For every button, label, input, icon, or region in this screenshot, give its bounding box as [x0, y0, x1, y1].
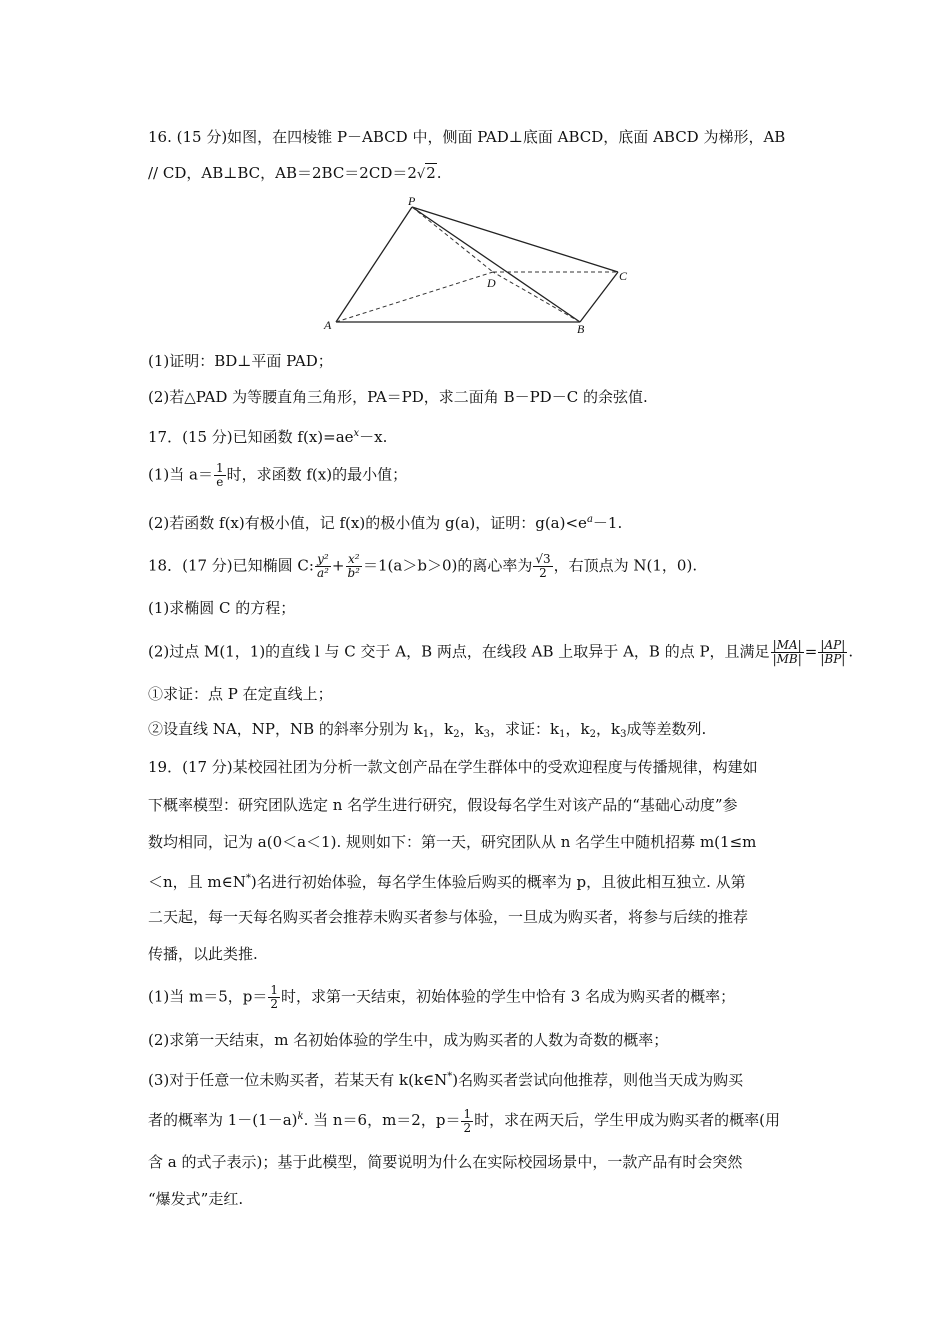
q19-part-3-line-3: 含 a 的式子表示)；基于此模型，简要说明为什么在实际校园场景中，一款产品有时会突然: [148, 1153, 743, 1171]
label-B: B: [577, 322, 585, 336]
label-D: D: [487, 276, 496, 290]
fraction-AP-BP: $\frac{|AP|}{|BP|}$: [820, 638, 846, 666]
fraction-x2-b2: $\frac{\text{x²}}{\text{b²}}$: [347, 552, 360, 580]
q19-part-3-line-2: 者的概率为 $1-(1-a)^k$. 当 n＝6，m＝2，p＝ $\frac{1}{2}$ 时，求在两天后，学生甲成为购买者的概率(用: [148, 1106, 780, 1135]
q18-part-2: (2)过点 M(1，1)的直线 l 与 C 交于 A，B 两点，在线段 AB 上取异于 A，B 的点 P，且满足 $\frac{|MA|}{|MB|}$ = $\frac{|AP|}{|BP|}$ .: [148, 638, 854, 666]
edge-PD: [412, 207, 493, 272]
q16-part-2: (2)若△PAD 为等腰直角三角形，PA＝PD，求二面角 B－PD－C 的余弦值.: [148, 388, 648, 406]
q16-line-1: 16. (15 分)如图，在四棱锥 P－ABCD 中，侧面 PAD⊥底面 ABCD，底面 ABCD 为梯形，AB: [148, 128, 786, 146]
fraction-1-over-2: $\frac{1}{2}$: [270, 983, 279, 1011]
pyramid-figure: [318, 196, 638, 336]
q19-line-1: 19．(17 分)某校园社团为分析一款文创产品在学生群体中的受欢迎程度与传播规律，构建如: [148, 758, 758, 776]
sqrt-2: 2: [426, 164, 436, 182]
q16-part-1: (1)证明：BD⊥平面 PAD；: [148, 352, 333, 370]
q19-part-3-line-4: “爆发式”走红.: [148, 1190, 244, 1208]
label-C: C: [619, 269, 628, 283]
q19-part-1: (1)当 m＝5，p＝ $\frac{1}{2}$ 时，求第一天结束，初始体验的学生中恰有 3 名成为购买者的概率；: [148, 983, 736, 1011]
q18-line-1: 18．(17 分)已知椭圆 C: $\frac{\text{y²}}{\text{a²}}$ + $\frac{\text{x²}}{\text{b²}}$ ＝1(a＞b＞0)的离心率为 $\frac{√3}{2}$ ，右顶点为 N(1，0).: [148, 552, 698, 580]
edge-BC: [580, 272, 618, 322]
fraction-1-over-e: $\frac{1}{e}$: [215, 461, 224, 489]
q18-part-1: (1)求椭圆 C 的方程；: [148, 599, 296, 617]
edge-PB: [412, 207, 580, 322]
q17-part-2: (2)若函数 f(x)有极小值，记 f(x)的极小值为 g(a)，证明：$g(a)<e^a-1$.: [148, 514, 623, 532]
fraction-1-over-2-b: $\frac{1}{2}$: [463, 1106, 472, 1135]
q18-sub-1: ①求证：点 P 在定直线上；: [148, 685, 333, 703]
fraction-y2-a2: $\frac{\text{y²}}{\text{a²}}$: [316, 552, 329, 580]
edge-PC: [412, 207, 618, 272]
q19-line-3: 数均相同，记为 a(0＜a＜1). 规则如下：第一天，研究团队从 n 名学生中随机招募 m(1≤m: [148, 833, 757, 851]
q19-line-5: 二天起，每一天每名购买者会推荐未购买者参与体验，一旦成为购买者，将参与后续的推荐: [148, 908, 749, 926]
q17-part-1: (1)当 a＝ $\frac{1}{e}$ 时，求函数 f(x)的最小值；: [148, 461, 408, 489]
fraction-MA-MB: $\frac{|MA|}{|MB|}$: [772, 638, 802, 666]
q19-part-2: (2)求第一天结束，m 名初始体验的学生中，成为购买者的人数为奇数的概率；: [148, 1031, 669, 1049]
q17-line-1: 17．(15 分)已知函数 $f(x)=ae^x-x$.: [148, 428, 388, 446]
edge-PA: [336, 207, 412, 322]
q19-line-2: 下概率模型：研究团队选定 n 名学生进行研究，假设每名学生对该产品的“基础心动度”参: [148, 796, 738, 814]
label-A: A: [324, 318, 332, 332]
q19-line-6: 传播，以此类推.: [148, 945, 258, 963]
fraction-sqrt3-over-2: $\frac{√3}{2}$: [535, 552, 551, 580]
q19-part-3-line-1: (3)对于任意一位未购买者，若某天有 k(k∈N*)名购买者尝试向他推荐，则他当天成为购买: [148, 1071, 744, 1089]
q19-line-4: ＜n，且 m∈N*)名进行初始体验，每名学生体验后购买的概率为 p，且彼此相互独立. 从第: [148, 873, 746, 891]
q16-line-2: // CD，AB⊥BC，AB＝2BC＝2CD＝2√2.: [148, 164, 442, 182]
edge-BD: [493, 272, 580, 322]
q18-sub-2: ②设直线 NA，NP，NB 的斜率分别为 $k_1$，$k_2$，$k_3$，求证：$k_1$，$k_2$，$k_3$成等差数列.: [148, 720, 707, 740]
edge-AD: [336, 272, 493, 322]
label-P: P: [408, 196, 416, 208]
